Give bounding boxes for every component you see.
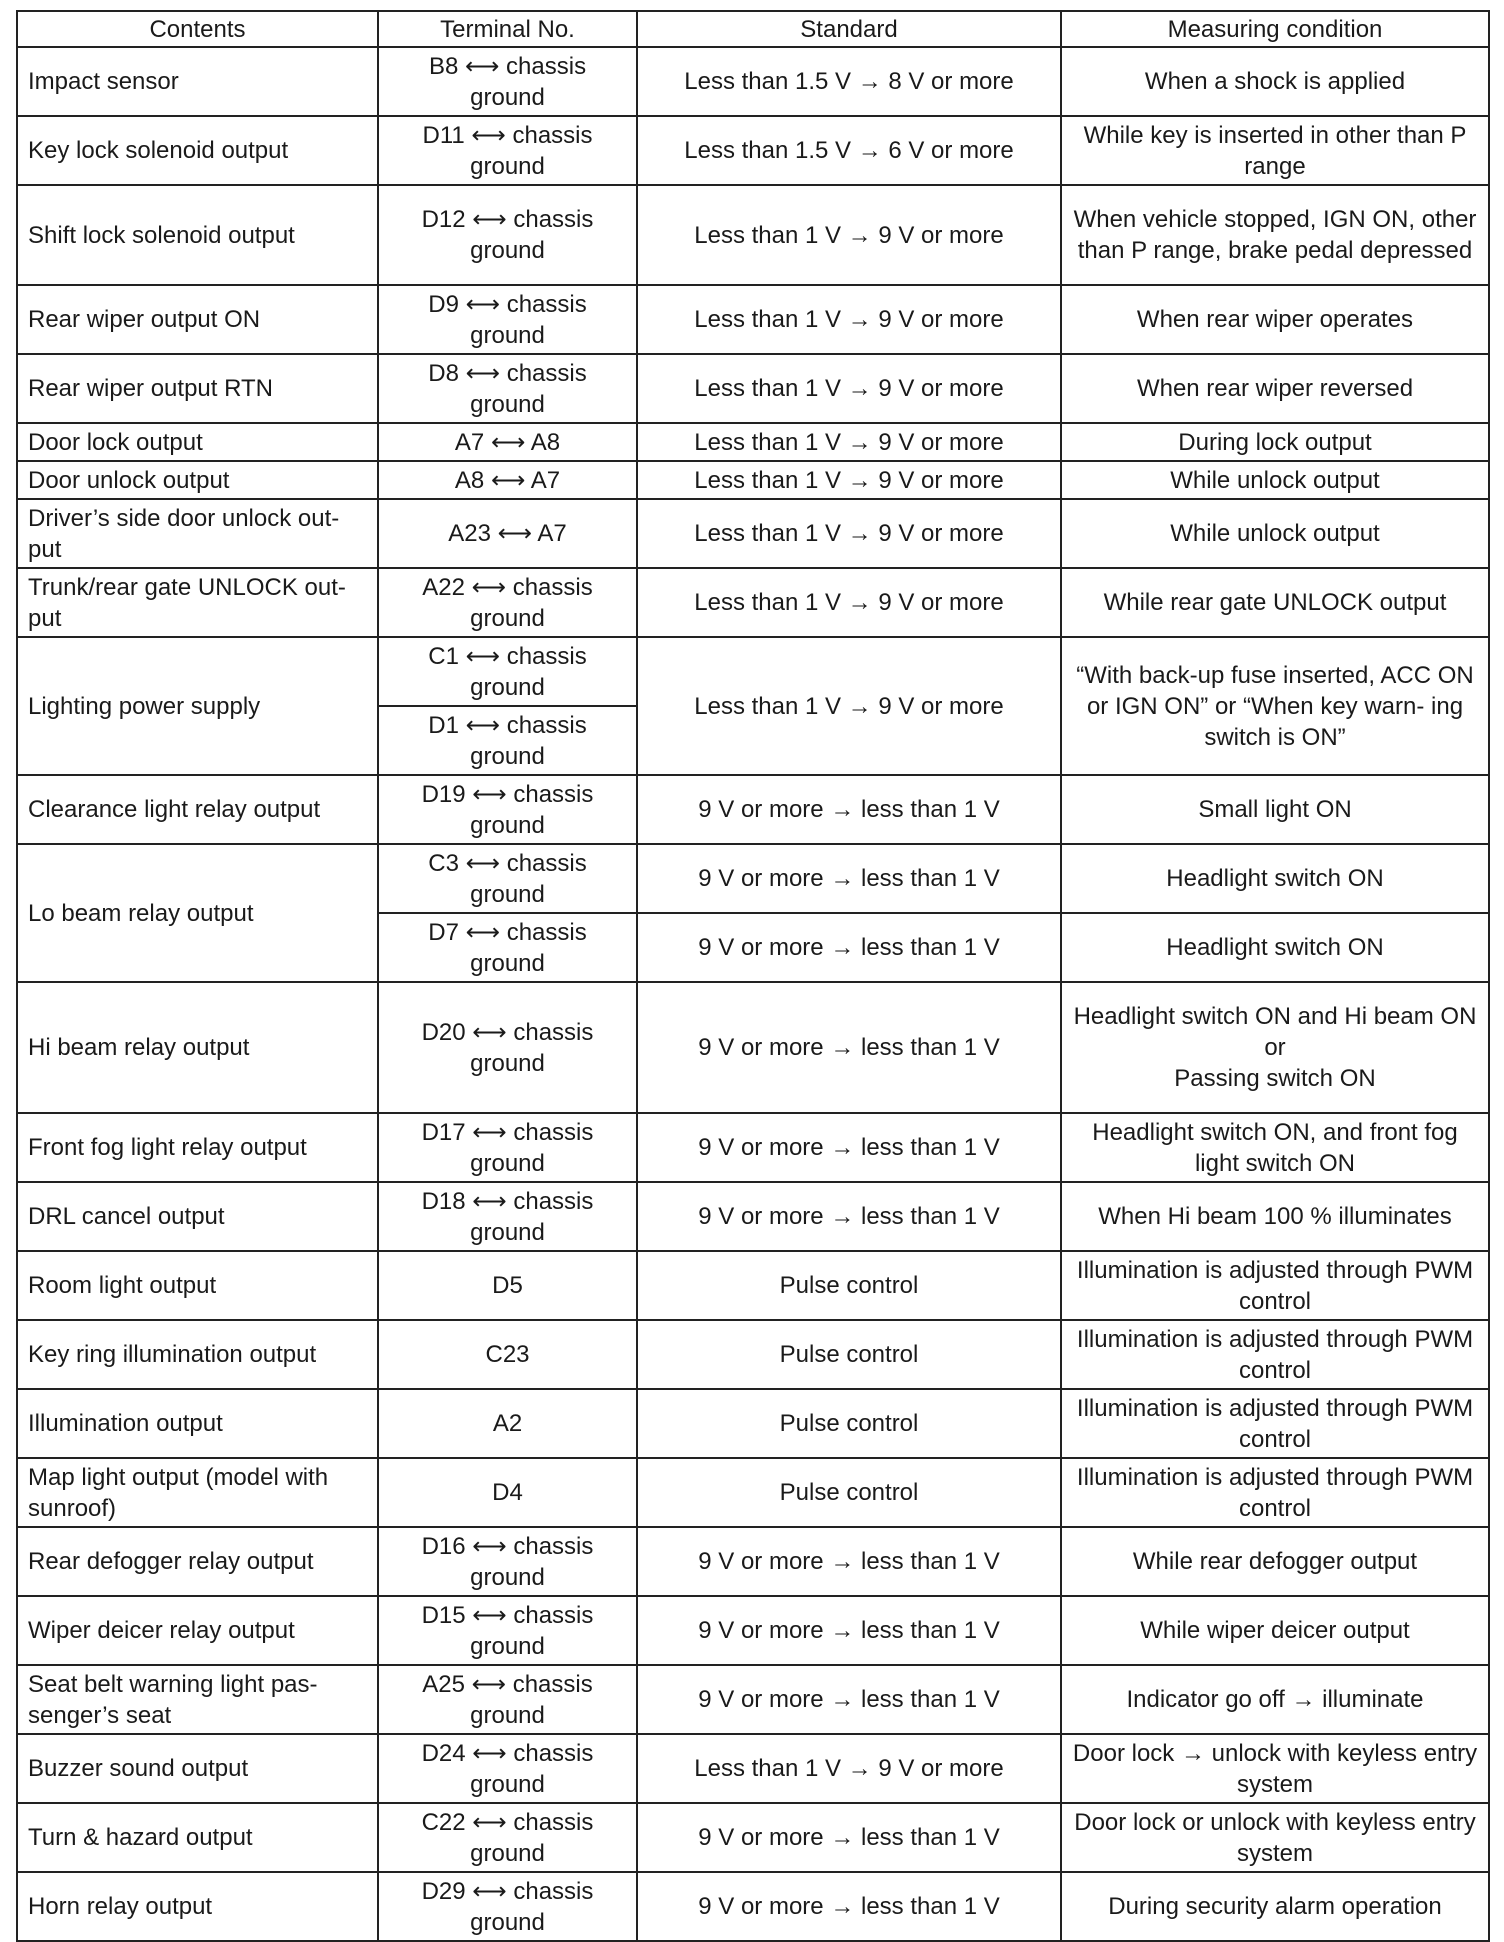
cell-terminal: D19 ⟷ chassis ground [378, 775, 637, 844]
condition-or: or [1264, 1034, 1286, 1061]
cell-standard: Pulse control [637, 1251, 1061, 1320]
cell-condition: Door lock or unlock with keyless entry system [1061, 1803, 1489, 1872]
table-row [17, 185, 1489, 285]
cell-terminal: A23 ⟷ A7 [378, 499, 637, 568]
cell-standard: Less than 1 V → 9 V or more [637, 285, 1061, 354]
table-row [17, 499, 1489, 568]
cell-condition: When vehicle stopped, IGN ON, other than P range, brake pedal depressed [1061, 185, 1489, 285]
cell-standard: Less than 1 V → 9 V or more [637, 499, 1061, 568]
cell-terminal: C22 ⟷ chassis ground [378, 1803, 637, 1872]
table-row [17, 1113, 1489, 1182]
cell-standard: Less than 1.5 V → 8 V or more [637, 47, 1061, 116]
cell-standard: 9 V or more → less than 1 V [637, 1803, 1061, 1872]
cell-standard: 9 V or more → less than 1 V [637, 1665, 1061, 1734]
cell-contents: Buzzer sound output [17, 1734, 378, 1803]
cell-contents: Key lock solenoid output [17, 116, 378, 185]
cell-contents: Wiper deicer relay output [17, 1596, 378, 1665]
cell-condition: When rear wiper reversed [1061, 354, 1489, 423]
cell-condition: While unlock output [1061, 499, 1489, 568]
cell-terminal: D11 ⟷ chassis ground [378, 116, 637, 185]
header-row [17, 11, 1489, 47]
cell-condition: Illumination is adjusted through PWM control [1061, 1458, 1489, 1527]
table-row [17, 1596, 1489, 1665]
table-row [17, 982, 1489, 1113]
cell-terminal: D1 ⟷ chassis ground [378, 706, 637, 775]
cell-terminal: D15 ⟷ chassis ground [378, 1596, 637, 1665]
cell-terminal: D9 ⟷ chassis ground [378, 285, 637, 354]
cell-standard: 9 V or more → less than 1 V [637, 1596, 1061, 1665]
cell-contents: Rear wiper output ON [17, 285, 378, 354]
cell-terminal: A8 ⟷ A7 [378, 461, 637, 499]
cell-condition: While rear gate UNLOCK output [1061, 568, 1489, 637]
cell-contents: Rear defogger relay output [17, 1527, 378, 1596]
cell-condition: Headlight switch ON [1061, 844, 1489, 913]
condition-line: Headlight switch ON and Hi beam ON [1073, 1003, 1477, 1030]
cell-condition: While wiper deicer output [1061, 1596, 1489, 1665]
cell-terminal: C3 ⟷ chassis ground [378, 844, 637, 913]
table-row [17, 1458, 1489, 1527]
cell-terminal: D29 ⟷ chassis ground [378, 1872, 637, 1941]
cell-contents: Seat belt warning light pas- senger’s seat [17, 1665, 378, 1734]
cell-terminal: B8 ⟷ chassis ground [378, 47, 637, 116]
cell-condition: Illumination is adjusted through PWM control [1061, 1320, 1489, 1389]
cell-contents: Rear wiper output RTN [17, 354, 378, 423]
cell-terminal: A2 [378, 1389, 637, 1458]
header-measuring-condition: Measuring condition [1061, 11, 1489, 47]
table-row [17, 354, 1489, 423]
cell-contents: Impact sensor [17, 47, 378, 116]
table-row [17, 1320, 1489, 1389]
cell-standard: Less than 1 V → 9 V or more [637, 637, 1061, 775]
cell-condition: Headlight switch ON [1061, 913, 1489, 982]
header-contents: Contents [17, 11, 378, 47]
cell-contents: Key ring illumination output [17, 1320, 378, 1389]
cell-standard: Pulse control [637, 1458, 1061, 1527]
cell-contents: Room light output [17, 1251, 378, 1320]
cell-terminal: D24 ⟷ chassis ground [378, 1734, 637, 1803]
cell-contents: Map light output (model with sunroof) [17, 1458, 378, 1527]
cell-condition: Small light ON [1061, 775, 1489, 844]
table-row [17, 844, 1489, 913]
table-row [17, 47, 1489, 116]
cell-standard: 9 V or more → less than 1 V [637, 775, 1061, 844]
cell-terminal: C1 ⟷ chassis ground [378, 637, 637, 706]
table-row [17, 116, 1489, 185]
cell-condition: Indicator go off → illuminate [1061, 1665, 1489, 1734]
cell-contents: Clearance light relay output [17, 775, 378, 844]
cell-condition: Headlight switch ON, and front fog light switch ON [1061, 1113, 1489, 1182]
spec-table-container [16, 10, 1488, 1942]
table-row [17, 1734, 1489, 1803]
table-row [17, 1389, 1489, 1458]
table-row [17, 568, 1489, 637]
cell-contents: Turn & hazard output [17, 1803, 378, 1872]
table-row [17, 1665, 1489, 1734]
cell-contents: Door unlock output [17, 461, 378, 499]
cell-standard: 9 V or more → less than 1 V [637, 982, 1061, 1113]
cell-condition: When Hi beam 100 % illuminates [1061, 1182, 1489, 1251]
table-row [17, 285, 1489, 354]
cell-condition: During lock output [1061, 423, 1489, 461]
cell-contents: Trunk/rear gate UNLOCK out- put [17, 568, 378, 637]
cell-standard: 9 V or more → less than 1 V [637, 1182, 1061, 1251]
condition-line: Passing switch ON [1174, 1065, 1376, 1092]
cell-standard: Less than 1 V → 9 V or more [637, 185, 1061, 285]
table-row [17, 1251, 1489, 1320]
terminal-spec-table [16, 10, 1490, 1942]
cell-contents: Horn relay output [17, 1872, 378, 1941]
table-row [17, 1803, 1489, 1872]
cell-standard: Less than 1.5 V → 6 V or more [637, 116, 1061, 185]
cell-terminal: A7 ⟷ A8 [378, 423, 637, 461]
cell-terminal: A25 ⟷ chassis ground [378, 1665, 637, 1734]
cell-standard: 9 V or more → less than 1 V [637, 844, 1061, 913]
cell-standard: Less than 1 V → 9 V or more [637, 461, 1061, 499]
cell-standard: Less than 1 V → 9 V or more [637, 1734, 1061, 1803]
cell-standard: Less than 1 V → 9 V or more [637, 354, 1061, 423]
cell-contents: Front fog light relay output [17, 1113, 378, 1182]
cell-terminal: D20 ⟷ chassis ground [378, 982, 637, 1113]
cell-standard: 9 V or more → less than 1 V [637, 1113, 1061, 1182]
cell-standard: Pulse control [637, 1320, 1061, 1389]
cell-condition: While unlock output [1061, 461, 1489, 499]
cell-terminal: D12 ⟷ chassis ground [378, 185, 637, 285]
header-terminal-no: Terminal No. [378, 11, 637, 47]
cell-terminal: D16 ⟷ chassis ground [378, 1527, 637, 1596]
cell-standard: 9 V or more → less than 1 V [637, 913, 1061, 982]
cell-contents: Hi beam relay output [17, 982, 378, 1113]
cell-contents: Illumination output [17, 1389, 378, 1458]
cell-terminal: D17 ⟷ chassis ground [378, 1113, 637, 1182]
cell-standard: Less than 1 V → 9 V or more [637, 423, 1061, 461]
table-row [17, 1182, 1489, 1251]
cell-contents: Shift lock solenoid output [17, 185, 378, 285]
table-row [17, 461, 1489, 499]
table-row [17, 1527, 1489, 1596]
cell-standard: Pulse control [637, 1389, 1061, 1458]
cell-terminal: D18 ⟷ chassis ground [378, 1182, 637, 1251]
cell-condition: When rear wiper operates [1061, 285, 1489, 354]
cell-condition: When a shock is applied [1061, 47, 1489, 116]
cell-contents: DRL cancel output [17, 1182, 378, 1251]
cell-standard: 9 V or more → less than 1 V [637, 1527, 1061, 1596]
cell-condition: Illumination is adjusted through PWM control [1061, 1251, 1489, 1320]
cell-terminal: D4 [378, 1458, 637, 1527]
cell-condition: Illumination is adjusted through PWM control [1061, 1389, 1489, 1458]
cell-condition [1061, 982, 1489, 1113]
header-standard: Standard [637, 11, 1061, 47]
table-row [17, 423, 1489, 461]
cell-terminal: A22 ⟷ chassis ground [378, 568, 637, 637]
table-row [17, 637, 1489, 706]
cell-condition: “With back-up fuse inserted, ACC ON or IGN ON” or “When key warn- ing switch is ON” [1061, 637, 1489, 775]
cell-condition: During security alarm operation [1061, 1872, 1489, 1941]
cell-contents: Lighting power supply [17, 637, 378, 775]
cell-terminal: D8 ⟷ chassis ground [378, 354, 637, 423]
cell-contents: Lo beam relay output [17, 844, 378, 982]
cell-contents: Driver’s side door unlock out- put [17, 499, 378, 568]
table-row [17, 775, 1489, 844]
cell-condition: While rear defogger output [1061, 1527, 1489, 1596]
cell-terminal: D7 ⟷ chassis ground [378, 913, 637, 982]
cell-terminal: D5 [378, 1251, 637, 1320]
cell-condition: Door lock → unlock with keyless entry system [1061, 1734, 1489, 1803]
cell-contents: Door lock output [17, 423, 378, 461]
table-row [17, 1872, 1489, 1941]
cell-standard: Less than 1 V → 9 V or more [637, 568, 1061, 637]
cell-standard: 9 V or more → less than 1 V [637, 1872, 1061, 1941]
cell-condition: While key is inserted in other than P range [1061, 116, 1489, 185]
cell-terminal: C23 [378, 1320, 637, 1389]
